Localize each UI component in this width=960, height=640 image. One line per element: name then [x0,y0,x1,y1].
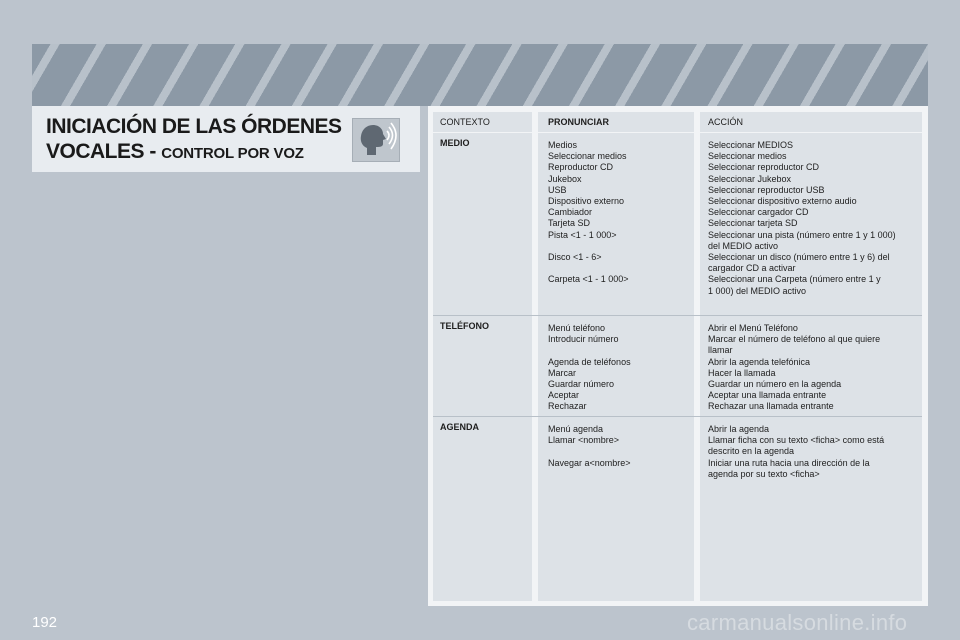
watermark: carmanualsonline.info [687,610,908,635]
action-telefono: Abrir el Menú Teléfono Marcar el número de teléfono al que quiere llamar Abrir la agenda telefónica Hacer la llamada Guardar un número en la agenda Aceptar una llamada entrante Rechazar una llamada entrante [708,323,881,412]
title-subtitle: CONTROL POR VOZ [161,145,304,162]
header-pronounce: PRONUNCIAR [548,117,610,127]
title-line-2 [46,139,346,166]
pronounce-medio: Medios Seleccionar medios Reproductor CD Jukebox USB Dispositivo externo Cambiador Tarjeta SD Pista <1 - 1 000> Disco <1 - 6> Carpeta <1 - 1 000> [548,140,629,285]
header-action: ACCIÓN [708,117,744,127]
context-medio: MEDIO [440,138,470,148]
pronounce-agenda: Menú agenda Llamar <nombre> Navegar a<nombre> [548,424,631,468]
page-title [46,114,346,166]
header-banner [32,44,928,106]
context-agenda: AGENDA [440,422,480,432]
action-medio: Seleccionar MEDIOS Seleccionar medios Seleccionar reproductor CD Seleccionar Jukebox Seleccionar reproductor USB Seleccionar dispositivo externo audio Seleccionar cargador CD Seleccionar tarjeta SD Seleccionar una pista (número entre 1 y 1 000) del MEDIO activo Seleccionar un disco (número entre 1 y 6) del cargador CD a activar Seleccionar una Carpeta (número entre 1 y 1 000) del MEDIO activo [708,140,896,296]
title-line-1: INICIACIÓN DE LAS ÓRDENES [46,115,342,138]
pronounce-telefono: Menú teléfono Introducir número Agenda de teléfonos Marcar Guardar número Aceptar Rechazar [548,323,631,412]
title-line-2-main: VOCALES - [46,140,162,163]
action-agenda: Abrir la agenda Llamar ficha con su texto <ficha> como está descrito en la agenda Iniciar una ruta hacia una dirección de la agenda por su texto <ficha> [708,424,885,479]
speaking-head-icon [353,119,399,161]
page-number: 192 [32,614,58,631]
row-divider [433,416,922,417]
context-telefono: TELÉFONO [440,321,489,331]
header-context: CONTEXTO [440,117,490,127]
row-divider [433,315,922,316]
column-bg-context [433,133,532,601]
voice-control-icon [352,118,400,162]
